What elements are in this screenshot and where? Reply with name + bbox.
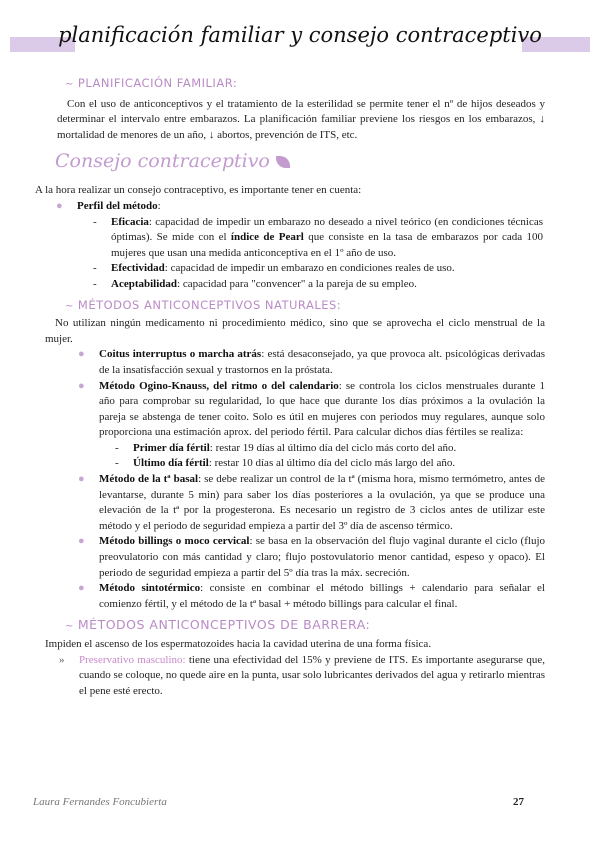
item-label: Último día fértil — [133, 457, 209, 470]
item-label: Preservativo masculino: — [79, 653, 186, 666]
dash-icon: - — [115, 441, 119, 454]
item-text: : capacidad de impedir un embarazo no deseado a nivel teórico (en condiciones técnicas óptimas). Se mide con el — [111, 215, 543, 244]
heading-text: PLANIFICACIÓN FAMILIAR: — [77, 76, 238, 90]
bullet-icon: ● — [78, 473, 85, 486]
list-item — [57, 534, 545, 581]
item-text: que consiste en la tasa de embarazos por cada 100 mujeres que usan una medida anticonceptiva en el 1º año de uso. — [111, 231, 544, 259]
list-item — [57, 456, 545, 472]
squiggle-icon: ~ — [65, 300, 74, 312]
bullet-icon: ● — [56, 199, 63, 212]
paragraph: No utilizan ningún medicamento ni procedimiento médico, sino que se aprovecha el ciclo menstrual de la mujer. — [45, 317, 545, 345]
item-label: Efectividad — [111, 262, 165, 275]
dash-icon: - — [93, 277, 97, 290]
leaf-icon — [276, 156, 290, 168]
double-chevron-icon: » — [59, 653, 65, 666]
section-heading — [65, 298, 545, 315]
item-text: : restar 19 días al último día del ciclo más corto del año. — [209, 441, 457, 454]
list-item — [57, 653, 545, 700]
bullet-icon: ● — [78, 348, 85, 361]
heading-text: MÉTODOS ANTICONCEPTIVOS DE BARRERA: — [77, 617, 371, 633]
dash-icon: - — [93, 215, 97, 228]
item-bold: índice de Pearl — [230, 231, 304, 244]
item-label: Método de la tª basal — [99, 473, 199, 486]
list-item — [57, 472, 545, 534]
footer-author: Laura Fernandes Foncubierta — [33, 796, 167, 808]
bullet-icon: ● — [78, 582, 85, 595]
list-item — [57, 379, 545, 441]
list-item — [35, 261, 545, 277]
section-heading — [65, 76, 545, 93]
paragraph: Con el uso de anticonceptivos y el tratamiento de la esterilidad se permite tener el nº de hijos deseados y determinar el intervalo entre embarazos. La planificación familiar previene los riesgos en los embarazos, ↓ mortalidad de menores de un año, ↓ abortos, prevención de ITS, etc. — [57, 97, 545, 141]
dash-icon: - — [93, 262, 97, 275]
item-text: : está desaconsejado, ya que provoca alt. psicológicas derivadas de la insatisfacción sexual y trastornos en la próstata. — [99, 348, 546, 376]
paragraph: A la hora realizar un consejo contraceptivo, es importante tener en cuenta: — [35, 184, 362, 197]
list-item — [57, 441, 545, 457]
squiggle-icon: ~ — [65, 621, 74, 633]
item-text: tiene una efectividad del 15% y previene de ITS. Es importante asegurarse que, cuando se coloque, no quede aire en la punta, usar solo lubricantes derivados del agua y retirarlo mientras el pene esté erecto. — [79, 653, 545, 697]
item-text: : capacidad de impedir un embarazo en condiciones reales de uso. — [164, 262, 455, 275]
item-label: Perfil del método — [77, 199, 158, 212]
item-text: : consiste en combinar el método billings + calendario para señalar el comienzo fértil, y el método de la tª basal + método billings para calcular el final. — [99, 582, 545, 610]
section-title-text: Consejo contraceptivo — [55, 150, 270, 173]
item-label: Eficacia — [111, 215, 149, 228]
list-item — [57, 347, 545, 378]
section-title — [55, 149, 545, 173]
heading-text: MÉTODOS ANTICONCEPTIVOS NATURALES: — [77, 297, 342, 312]
item-text: : se basa en la observación del flujo vaginal durante el ciclo (flujo preovulatorio con más cantidad y claro; flujo postovulatorio menor cantidad, espeso y opaco). El periodo de seguridad empieza a partir del 5º día tras la máx. secreción. — [99, 535, 545, 579]
item-text: : se controla los ciclos menstruales durante 1 año para comprobar su regularidad, lo que hace que durante los días próximos a la ovulación la pareja se abstenga de tener coito. Solo es útil en mujeres con periodos muy regulares, aunque solo proporciona una estimación aprox. del periodo fértil. Para calcular dichos días fértiles se realiza: — [99, 379, 545, 439]
list-item — [57, 581, 545, 612]
page-content — [35, 76, 546, 699]
item-text: : — [157, 199, 161, 212]
list-item — [35, 215, 543, 262]
item-text: : capacidad para "convencer" a la pareja de su empleo. — [177, 277, 417, 290]
section-heading — [65, 617, 545, 635]
item-text: : restar 10 días al último día del ciclo más largo del año. — [208, 457, 456, 470]
bullet-icon: ● — [78, 379, 85, 392]
page-title: planificación familiar y consejo contraceptivo — [58, 23, 542, 47]
squiggle-icon: ~ — [65, 79, 74, 90]
item-text: : se debe realizar un control de la tª (misma hora, mismo termómetro, antes de levantarse, durante 5 min) para saber los días posteriores a la ovulación, ya que se produce una elevación de la tª por la progesterona. Es necesario un registro de 3 ciclos antes de utilizar este método y el periodo de seguridad empieza a partir del 3º día de ascenso térmico. — [99, 473, 545, 532]
item-label: Coitus interruptus o marcha atrás — [99, 348, 262, 361]
item-label: Método sintotérmico — [99, 582, 201, 595]
list-item — [35, 277, 545, 293]
item-label: Primer día fértil — [133, 441, 210, 454]
list-item — [35, 199, 545, 215]
page-number: 27 — [513, 796, 524, 808]
item-label: Método billings o moco cervical — [99, 535, 250, 548]
item-label: Método Ogino-Knauss, del ritmo o del calendario — [99, 379, 339, 392]
bullet-icon: ● — [78, 535, 85, 548]
dash-icon: - — [115, 457, 119, 470]
item-label: Aceptabilidad — [111, 277, 178, 290]
paragraph: Impiden el ascenso de los espermatozoides hacia la cavidad uterina de una forma física. — [45, 638, 432, 650]
